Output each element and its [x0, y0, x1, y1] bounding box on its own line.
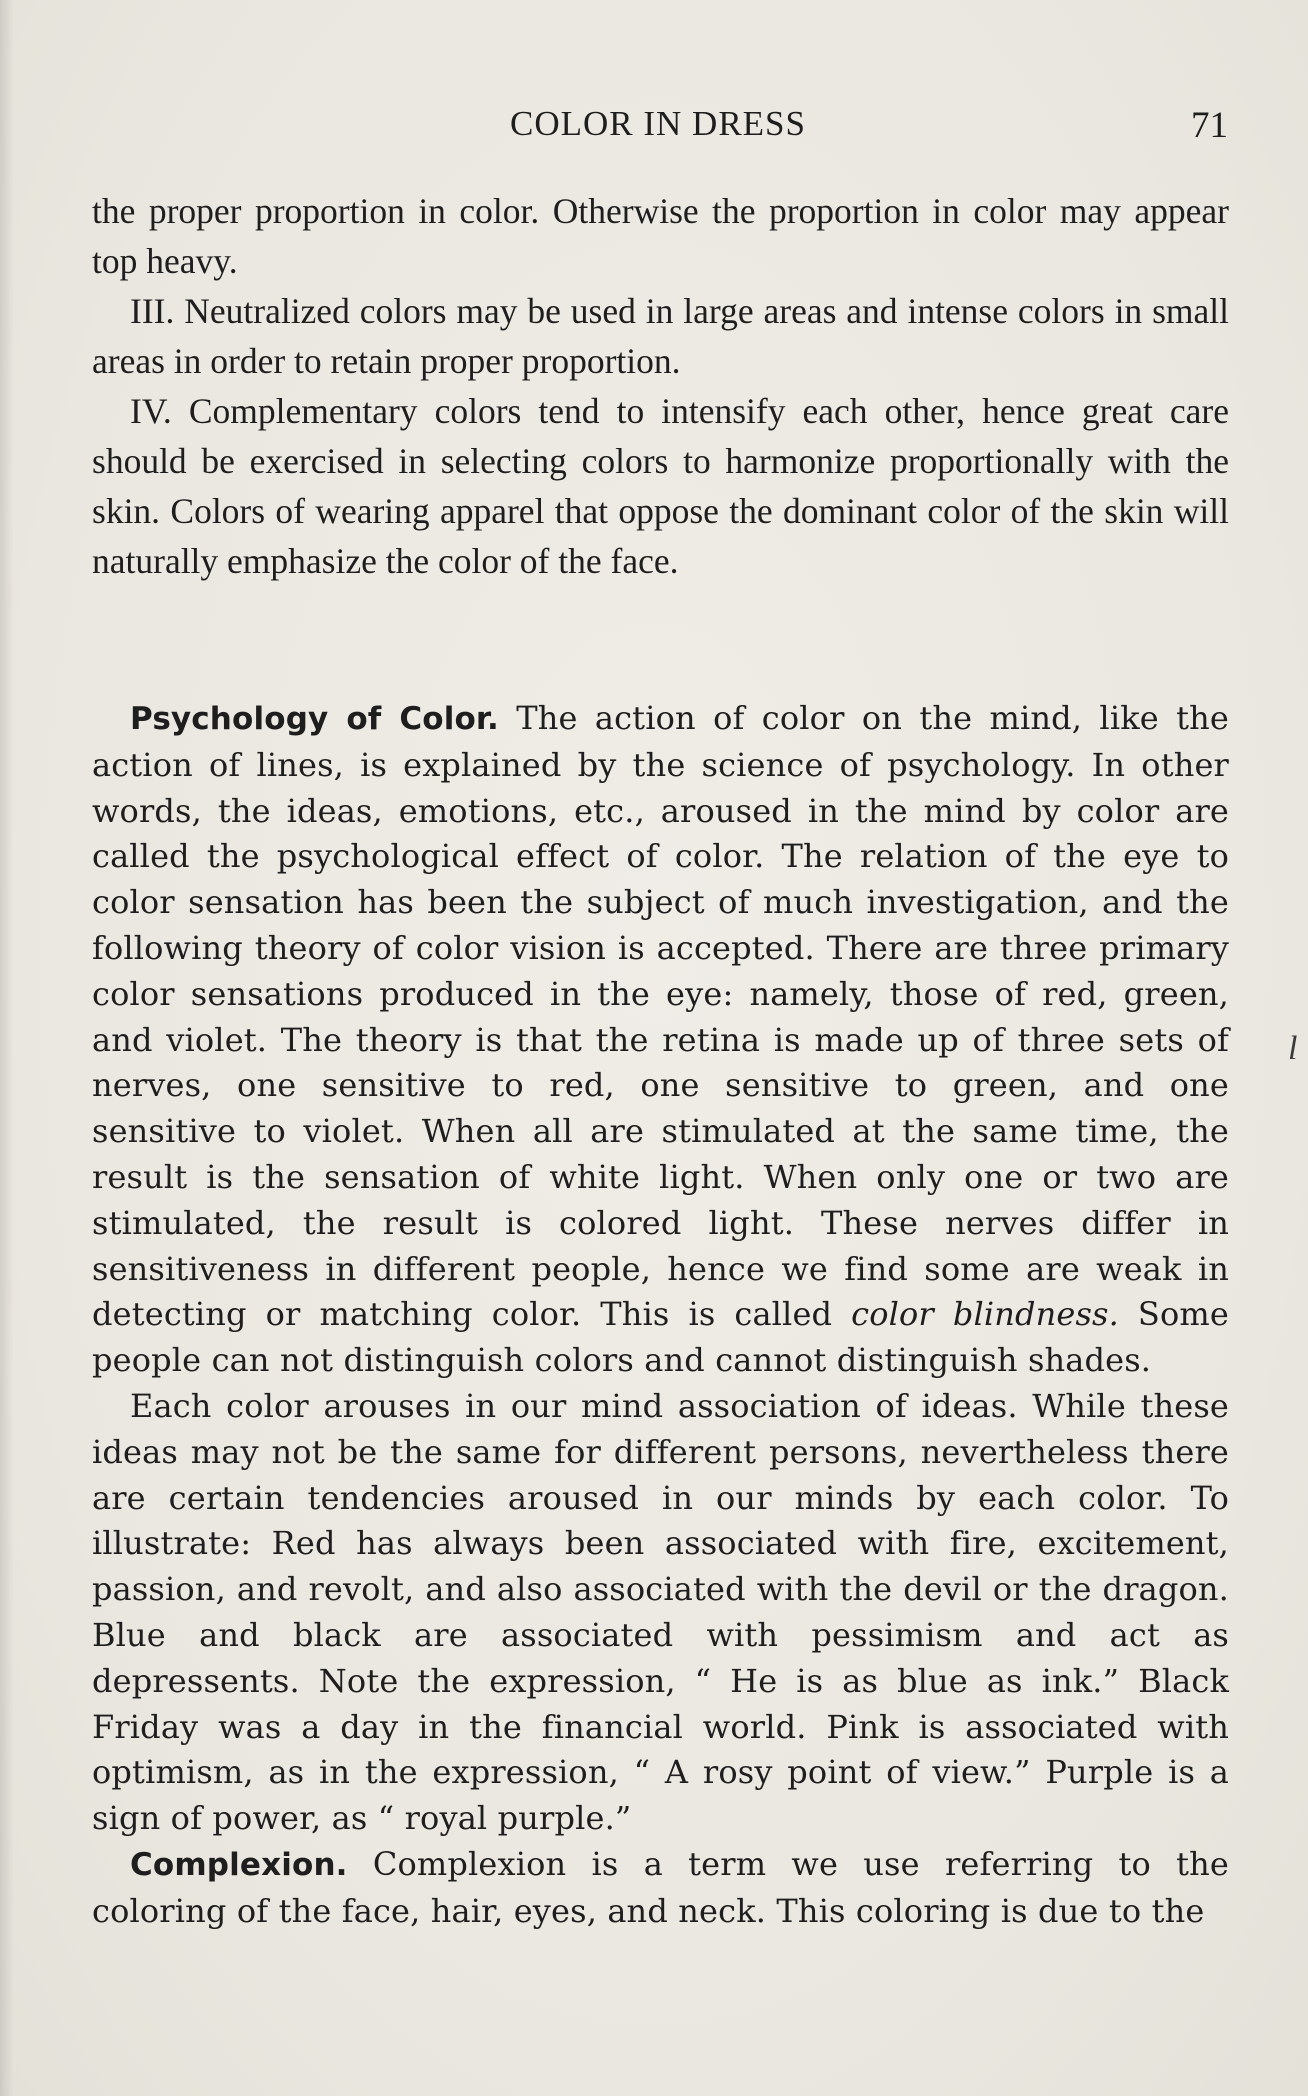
- body-text-top: [92, 186, 1229, 586]
- page-header: [88, 104, 1228, 154]
- paragraph-text: Some people can not distinguish colors and cannot distinguish shades.: [92, 1295, 1229, 1380]
- paragraph-text: The action of color on the mind, like the action of lines, is explained by the science of psychology. In other words, the ideas, emotions, etc., aroused in the mind by color are called the psychological effect of color. The relation of the eye to color sensation has been the subject of much investigation, and the following theory of color vision is accepted. There are three primary color sensations produced in the eye: namely, those of red, green, and violet. The theory is that the retina is made up of three sets of nerves, one sensitive to red, one sensitive to green, and one sensitive to violet. When all are stimulated at the same time, the result is the sensation of white light. When only one or two are stimulated, the result is colored light. These nerves differ in sensitiveness in different people, hence we find some are weak in detecting or matching color. This is called: [92, 699, 1230, 1334]
- margin-pencil-mark: l: [1288, 1030, 1298, 1067]
- body-text-bottom: [92, 696, 1229, 1935]
- page-number: 71: [1191, 105, 1228, 146]
- paragraph-psychology: [92, 696, 1229, 1384]
- section-heading-complexion: Complexion.: [130, 1846, 348, 1883]
- paragraph-complexion: [92, 1842, 1229, 1935]
- paragraph: the proper proportion in color. Otherwise the proportion in color may appear top heavy.: [92, 191, 1229, 281]
- running-head: COLOR IN DRESS: [510, 104, 806, 143]
- paragraph-text: Complexion is a term we use referring to the coloring of the face, hair, eyes, and neck. This coloring is due to the: [92, 1844, 1229, 1930]
- paragraph-association: Each color arouses in our mind association of ideas. While these ideas may not be the same for different persons, nevertheless there are certain tendencies aroused in our minds by each color. To illustrate: Red has always been associated with fire, excitement, passion, and revolt, and also associated with the devil or the dragon. Blue and black are associated with pessimism and act as depressents. Note the expression, “ He is as blue as ink.” Black Friday was a day in the financial world. Pink is associated with optimism, as in the expression, “ A rosy point of view.” Purple is a sign of power, as “ royal purple.”: [92, 1386, 1229, 1838]
- section-heading-psychology: Psychology of Color.: [130, 701, 499, 737]
- italic-term: color blindness.: [851, 1295, 1119, 1334]
- paragraph: IV. Complementary colors tend to intensify each other, hence great care should be exercised in selecting colors to harmonize proportionally with the skin. Colors of wearing apparel that oppose the dominant color of the skin will naturally emphasize the color of the face.: [92, 391, 1229, 581]
- paragraph: III. Neutralized colors may be used in large areas and intense colors in small areas in order to retain proper proportion.: [92, 291, 1229, 381]
